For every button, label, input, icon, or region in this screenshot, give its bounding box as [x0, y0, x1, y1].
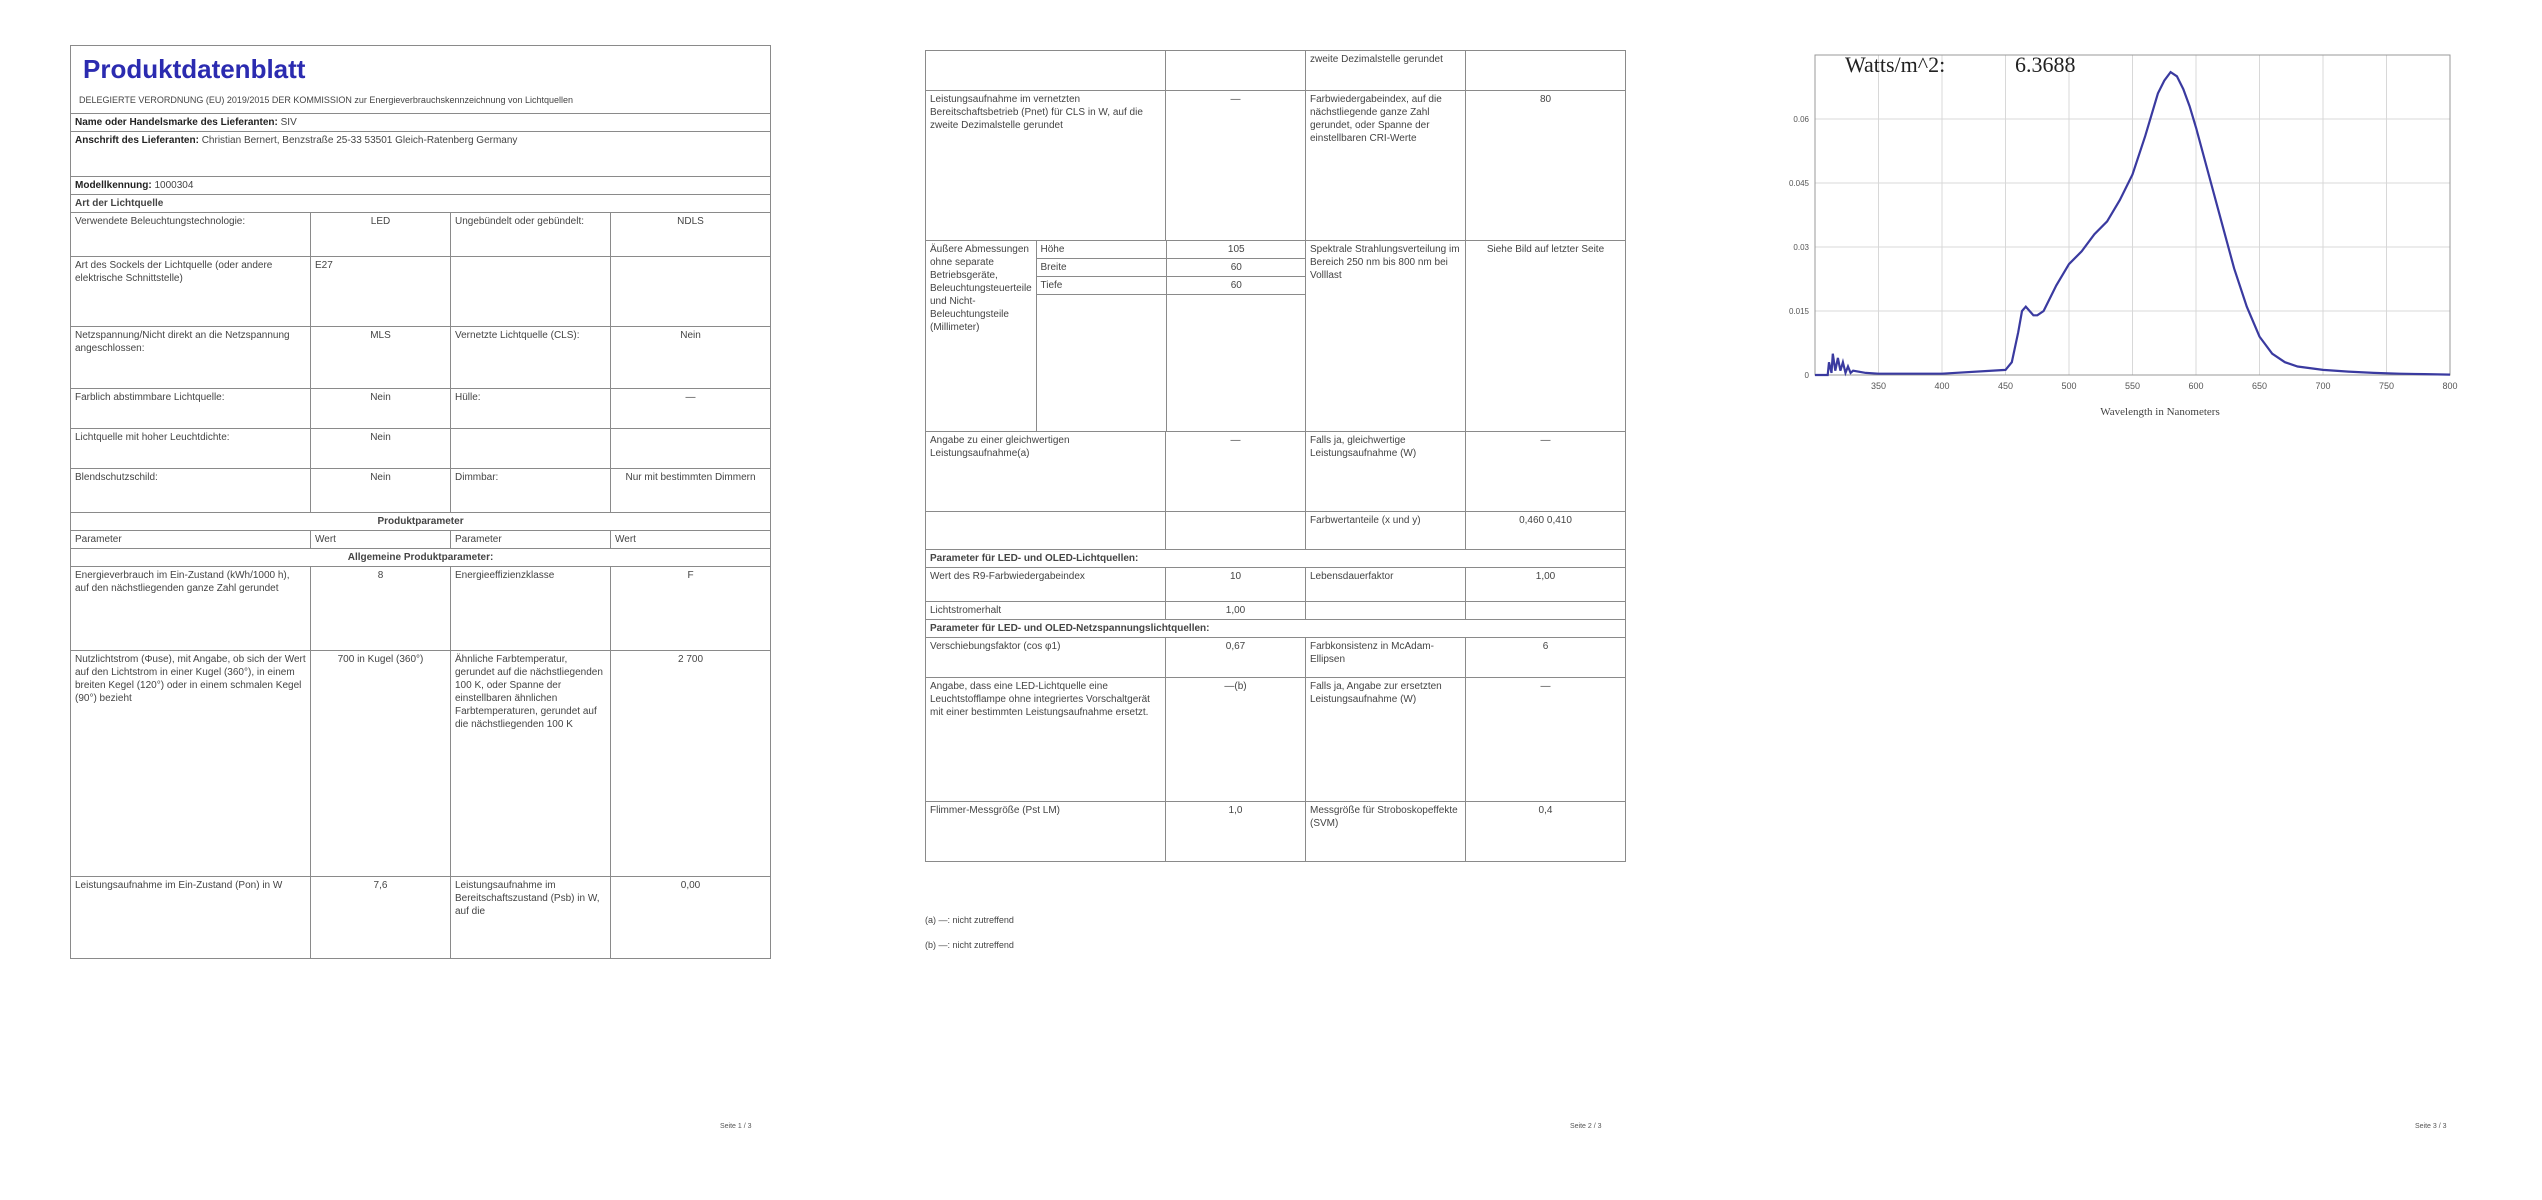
table-cell: — — [1466, 678, 1626, 802]
table-cell: 0,00 — [611, 877, 771, 959]
table-cell: 0,67 — [1166, 638, 1306, 678]
table-cell: — — [1166, 91, 1306, 241]
table-cell: 1,0 — [1166, 802, 1306, 862]
y-tick-label: 0.06 — [1793, 115, 1809, 124]
table-cell: 0,460 0,410 — [1466, 512, 1626, 550]
annotation-label: Watts/m^2: — [1845, 52, 1946, 77]
title-cell — [71, 46, 771, 114]
table-cell — [611, 429, 771, 469]
table-cell: 10 — [1166, 568, 1306, 602]
product-sheet-table-p2 — [925, 50, 1626, 862]
table-cell: 8 — [311, 567, 451, 651]
dimension-value: 105 — [1166, 241, 1306, 259]
footnote-a: (a) —: nicht zutreffend — [925, 915, 1014, 925]
model-label: Modellkennung: — [75, 180, 152, 191]
table-cell: — — [1166, 432, 1306, 512]
address-value: Christian Bernert, Benzstraße 25-33 53501 Gleich-Ratenberg Germany — [201, 135, 518, 146]
table-cell: Energieverbrauch im Ein-Zustand (kWh/1000 h), auf den nächstliegenden ganze Zahl gerundet — [71, 567, 311, 651]
y-tick-label: 0.015 — [1788, 307, 1809, 316]
table-cell: 700 in Kugel (360°) — [311, 651, 451, 877]
table-cell: Nein — [311, 389, 451, 429]
table-cell: 6 — [1466, 638, 1626, 678]
table-cell: Falls ja, gleichwertige Leistungsaufnahme (W) — [1306, 432, 1466, 512]
page-title: Produktdatenblatt — [83, 54, 306, 84]
dimensions-label: Äußere Abmessungen ohne separate Betriebsgeräte, Beleuchtungsteuerteile und Nicht-Beleuchtungsteile (Millimeter) — [926, 241, 1036, 431]
dimension-name: Breite — [1036, 259, 1166, 277]
page-number: Seite 2 / 3 — [1570, 1123, 1602, 1130]
table-cell: zweite Dezimalstelle gerundet — [1306, 51, 1466, 91]
table-cell: 7,6 — [311, 877, 451, 959]
spectrum-label: Spektrale Strahlungsverteilung im Bereich 250 nm bis 800 nm bei Volllast — [1306, 241, 1466, 432]
table-cell: Flimmer-Messgröße (Pst LM) — [926, 802, 1166, 862]
page-2 — [915, 0, 1635, 1200]
x-tick-label: 700 — [2315, 381, 2331, 391]
table-cell — [1166, 295, 1306, 432]
x-tick-label: 400 — [1934, 381, 1950, 391]
table-cell: NDLS — [611, 213, 771, 257]
table-cell: Nein — [611, 327, 771, 389]
table-cell: Leistungsaufnahme im Ein-Zustand (Pon) in W — [71, 877, 311, 959]
table-cell — [926, 512, 1166, 550]
table-cell — [611, 257, 771, 327]
x-tick-label: 450 — [1997, 381, 2014, 391]
table-cell — [1166, 51, 1306, 91]
table-cell: Netzspannung/Nicht direkt an die Netzspannung angeschlossen: — [71, 327, 311, 389]
table-cell — [926, 51, 1166, 91]
table-cell: Leistungsaufnahme im Bereitschaftszustand (Psb) in W, auf die — [451, 877, 611, 959]
table-cell: Ungebündelt oder gebündelt: — [451, 213, 611, 257]
page-1 — [60, 0, 780, 1200]
table-cell: Verwendete Beleuchtungstechnologie: — [71, 213, 311, 257]
column-header: Wert — [311, 531, 451, 549]
y-tick-label: 0 — [1804, 371, 1809, 380]
table-cell: 1,00 — [1166, 602, 1306, 620]
table-cell: Lebensdauerfaktor — [1306, 568, 1466, 602]
page-number: Seite 1 / 3 — [720, 1123, 752, 1130]
table-cell: Hülle: — [451, 389, 611, 429]
table-cell: 2 700 — [611, 651, 771, 877]
table-cell: Farblich abstimmbare Lichtquelle: — [71, 389, 311, 429]
table-cell: Energieeffizienzklasse — [451, 567, 611, 651]
x-axis-label: Wavelength in Nanometers — [2100, 406, 2220, 418]
table-cell: Falls ja, Angabe zur ersetzten Leistungsaufnahme (W) — [1306, 678, 1466, 802]
table-cell: Vernetzte Lichtquelle (CLS): — [451, 327, 611, 389]
table-cell: E27 — [311, 257, 451, 327]
x-tick-label: 550 — [2124, 381, 2141, 391]
model-value: 1000304 — [154, 180, 194, 191]
table-cell — [451, 257, 611, 327]
table-cell: Verschiebungsfaktor (cos φ1) — [926, 638, 1166, 678]
table-cell — [1036, 295, 1166, 432]
table-cell: Messgröße für Stroboskopeffekte (SVM) — [1306, 802, 1466, 862]
table-cell: Blendschutzschild: — [71, 469, 311, 513]
table-cell: Dimmbar: — [451, 469, 611, 513]
table-cell: Wert des R9-Farbwiedergabeindex — [926, 568, 1166, 602]
model-row — [71, 177, 771, 195]
dimensions-cell — [926, 241, 1306, 432]
table-cell: LED — [311, 213, 451, 257]
supplier-value: SIV — [280, 117, 297, 128]
x-tick-label: 500 — [2061, 381, 2077, 391]
table-cell: Nein — [311, 429, 451, 469]
x-tick-label: 650 — [2251, 381, 2268, 391]
table-cell: Nur mit bestimmten Dimmern — [611, 469, 771, 513]
product-sheet-table-p1 — [70, 45, 771, 959]
table-cell: Nein — [311, 469, 451, 513]
dimension-value: 60 — [1166, 277, 1306, 295]
led-params-header: Parameter für LED- und OLED-Lichtquellen: — [926, 550, 1626, 568]
table-cell: Nutzlichtstrom (Φuse), mit Angabe, ob sich der Wert auf den Lichtstrom in einer Kugel (360°), in einem breiten Kegel (120°) oder in einem schmalen Kegel (90°) bezieht — [71, 651, 311, 877]
annotation-value: 6.3688 — [2015, 52, 2076, 77]
spectrum-value: Siehe Bild auf letzter Seite — [1466, 241, 1626, 432]
table-cell: — — [611, 389, 771, 429]
x-tick-label: 600 — [2188, 381, 2204, 391]
table-cell: 80 — [1466, 91, 1626, 241]
table-cell — [1466, 602, 1626, 620]
product-params-header: Produktparameter — [71, 513, 771, 531]
table-cell: Farbwiedergabeindex, auf die nächstliegende ganze Zahl gerundet, oder Spanne der einstellbaren CRI-Werte — [1306, 91, 1466, 241]
supplier-label: Name oder Handelsmarke des Lieferanten: — [75, 117, 278, 128]
table-cell: 0,4 — [1466, 802, 1626, 862]
column-header: Wert — [611, 531, 771, 549]
table-cell: Farbkonsistenz in McAdam-Ellipsen — [1306, 638, 1466, 678]
page-3 — [1760, 0, 2480, 1200]
general-params-header: Allgemeine Produktparameter: — [71, 549, 771, 567]
table-cell: —(b) — [1166, 678, 1306, 802]
x-tick-label: 800 — [2442, 381, 2458, 391]
table-cell: Art des Sockels der Lichtquelle (oder andere elektrische Schnittstelle) — [71, 257, 311, 327]
table-cell: Lichtstromerhalt — [926, 602, 1166, 620]
column-header: Parameter — [71, 531, 311, 549]
table-cell: Leistungsaufnahme im vernetzten Bereitschaftsbetrieb (Pnet) für CLS in W, auf die zweite Dezimalstelle gerundet — [926, 91, 1166, 241]
footnote-b: (b) —: nicht zutreffend — [925, 940, 1014, 950]
table-cell — [1166, 512, 1306, 550]
page-number: Seite 3 / 3 — [2415, 1123, 2447, 1130]
table-cell: Ähnliche Farbtemperatur, gerundet auf die nächstliegenden 100 K, oder Spanne der einstellbaren ähnlichen Farbtemperaturen, gerundet auf die nächstliegenden 100 K — [451, 651, 611, 877]
table-cell: 1,00 — [1466, 568, 1626, 602]
y-tick-label: 0.03 — [1793, 243, 1809, 252]
regulation-subtitle: DELEGIERTE VERORDNUNG (EU) 2019/2015 DER KOMMISSION zur Energieverbrauchskennzeichnung von Lichtquellen — [79, 95, 574, 105]
x-tick-label: 350 — [1870, 381, 1887, 391]
y-tick-label: 0.045 — [1788, 179, 1809, 188]
type-header: Art der Lichtquelle — [71, 195, 771, 213]
address-label: Anschrift des Lieferanten: — [75, 135, 199, 146]
column-header: Parameter — [451, 531, 611, 549]
dimension-value: 60 — [1166, 259, 1306, 277]
table-cell: MLS — [311, 327, 451, 389]
table-cell: Farbwertanteile (x und y) — [1306, 512, 1466, 550]
table-cell — [1306, 602, 1466, 620]
table-cell — [1466, 51, 1626, 91]
mls-params-header: Parameter für LED- und OLED-Netzspannungslichtquellen: — [926, 620, 1626, 638]
spectral-distribution-chart — [1760, 40, 2480, 440]
dimension-name: Tiefe — [1036, 277, 1166, 295]
table-cell — [451, 429, 611, 469]
table-cell: Lichtquelle mit hoher Leuchtdichte: — [71, 429, 311, 469]
address-row — [71, 132, 771, 177]
dimension-name: Höhe — [1036, 241, 1166, 259]
x-tick-label: 750 — [2378, 381, 2395, 391]
dimensions-table — [926, 241, 1306, 431]
table-cell: F — [611, 567, 771, 651]
table-cell: Angabe, dass eine LED-Lichtquelle eine Leuchtstofflampe ohne integriertes Vorschaltgerät mit einer bestimmten Leistungsaufnahme ersetzt. — [926, 678, 1166, 802]
supplier-row — [71, 114, 771, 132]
table-cell: Angabe zu einer gleichwertigen Leistungsaufnahme(a) — [926, 432, 1166, 512]
table-cell: — — [1466, 432, 1626, 512]
